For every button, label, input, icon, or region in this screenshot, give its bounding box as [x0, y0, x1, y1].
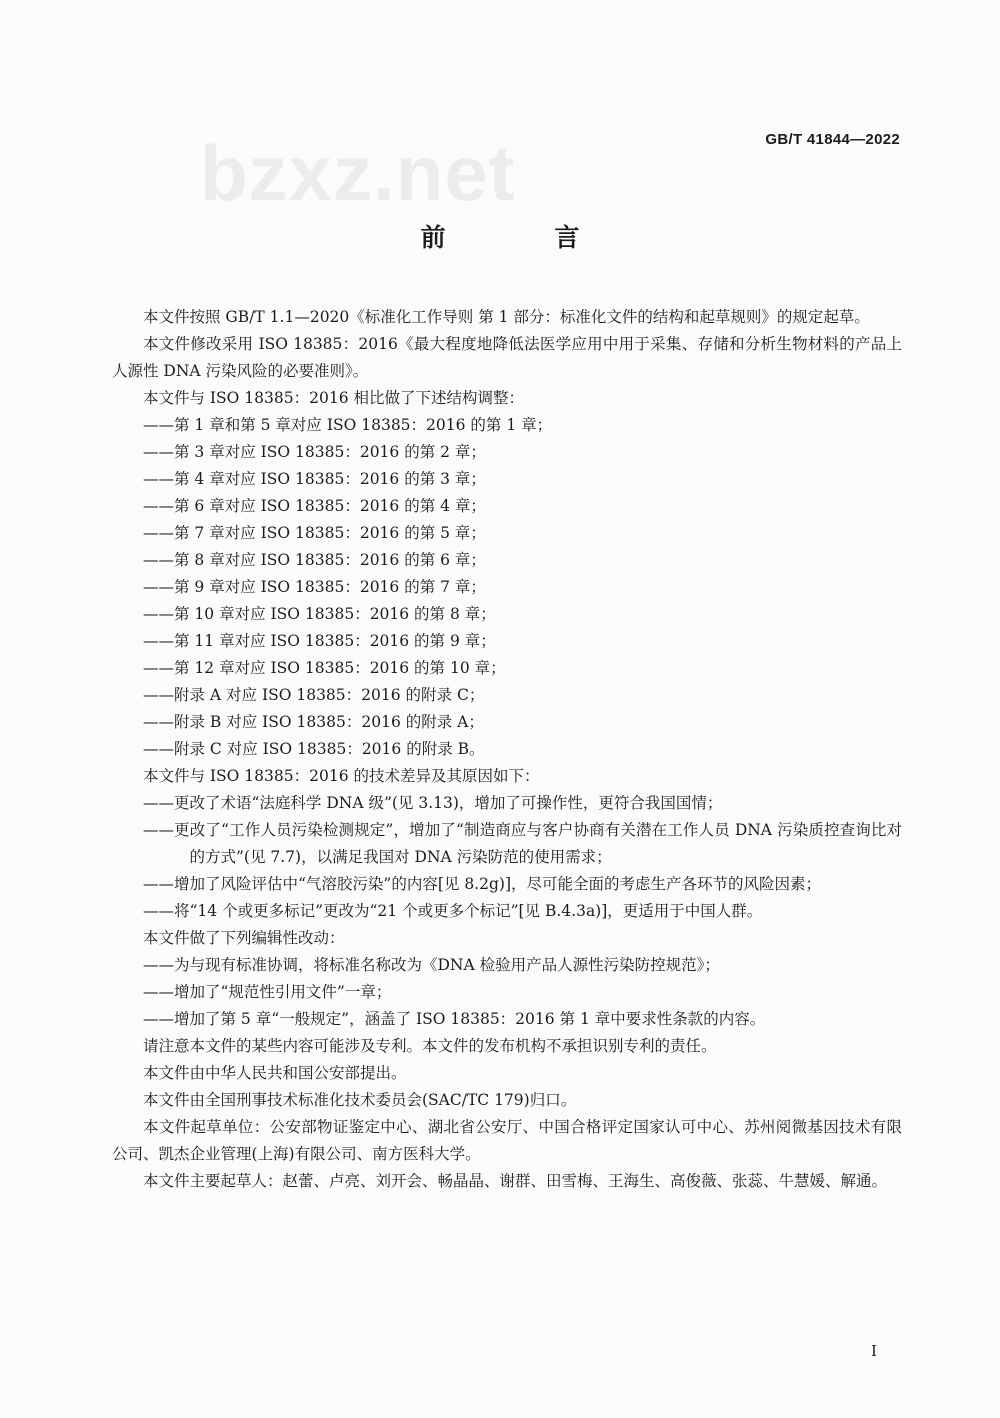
- paragraph: 本文件起草单位：公安部物证鉴定中心、湖北省公安厅、中国合格评定国家认可中心、苏州阅微基因技术有限公司、凯杰企业管理(上海)有限公司、南方医科大学。: [112, 1118, 902, 1163]
- list-item: ——附录 C 对应 ISO 18385：2016 的附录 B。: [143, 740, 485, 758]
- list-item: ——附录 A 对应 ISO 18385：2016 的附录 C；: [143, 686, 485, 704]
- list-item: ——更改了“工作人员污染检测规定”，增加了“制造商应与客户协商有关潜在工作人员 DNA 污染质控查询比对的方式”(见 7.7)，以满足我国对 DNA 污染防范的使用需求；: [143, 821, 902, 866]
- paragraph: 本文件修改采用 ISO 18385：2016《最大程度地降低法医学应用中用于采集、存储和分析生物材料的产品上人源性 DNA 污染风险的必要准则》。: [112, 335, 902, 380]
- watermark: bzxz.net: [200, 129, 516, 217]
- list-item: ——增加了第 5 章“一般规定”，涵盖了 ISO 18385：2016 第 1 章中要求性条款的内容。: [143, 1010, 766, 1028]
- list-item: ——第 7 章对应 ISO 18385：2016 的第 5 章；: [143, 524, 486, 542]
- paragraph: 本文件按照 GB/T 1.1—2020《标准化工作导则 第 1 部分：标准化文件的结构和起草规则》的规定起草。: [143, 308, 870, 326]
- paragraph: 本文件做了下列编辑性改动：: [143, 929, 345, 947]
- paragraph: 请注意本文件的某些内容可能涉及专利。本文件的发布机构不承担识别专利的责任。: [143, 1037, 717, 1055]
- list-item: ——第 12 章对应 ISO 18385：2016 的第 10 章；: [143, 659, 506, 677]
- standard-code: GB/T 41844—2022: [765, 131, 900, 148]
- list-item: ——更改了术语“法庭科学 DNA 级”(见 3.13)，增加了可操作性，更符合我国国情；: [143, 794, 723, 812]
- list-item: ——增加了风险评估中“气溶胶污染”的内容[见 8.2g)]，尽可能全面的考虑生产各环节的风险因素；: [143, 875, 821, 893]
- list-item: ——第 11 章对应 ISO 18385：2016 的第 9 章；: [143, 632, 496, 650]
- list-item: ——为与现有标准协调，将标准名称改为《DNA 检验用产品人源性污染防控规范》；: [143, 956, 720, 974]
- list-item: ——增加了“规范性引用文件”一章；: [143, 983, 392, 1001]
- list-item: ——第 8 章对应 ISO 18385：2016 的第 6 章；: [143, 551, 486, 569]
- page-title: 前 言: [420, 223, 630, 252]
- list-item: ——第 3 章对应 ISO 18385：2016 的第 2 章；: [143, 443, 486, 461]
- paragraph: 本文件主要起草人：赵蕾、卢亮、刘开会、畅晶晶、谢群、田雪梅、王海生、高俊薇、张蕊、牛慧媛、解通。: [143, 1172, 888, 1190]
- list-item: ——第 4 章对应 ISO 18385：2016 的第 3 章；: [143, 470, 486, 488]
- list-item: ——第 9 章对应 ISO 18385：2016 的第 7 章；: [143, 578, 486, 596]
- list-item: ——附录 B 对应 ISO 18385：2016 的附录 A；: [143, 713, 484, 731]
- list-item: ——将“14 个或更多标记”更改为“21 个或更多个标记”[见 B.4.3a)]，更适用于中国人群。: [143, 902, 763, 920]
- list-item: ——第 10 章对应 ISO 18385：2016 的第 8 章；: [143, 605, 496, 623]
- paragraph: 本文件由全国刑事技术标准化技术委员会(SAC/TC 179)归口。: [143, 1091, 577, 1109]
- paragraph: 本文件与 ISO 18385：2016 的技术差异及其原因如下：: [143, 767, 540, 785]
- list-item: ——第 1 章和第 5 章对应 ISO 18385：2016 的第 1 章；: [143, 416, 553, 434]
- list-item: ——第 6 章对应 ISO 18385：2016 的第 4 章；: [143, 497, 486, 515]
- paragraph: 本文件由中华人民共和国公安部提出。: [143, 1064, 407, 1082]
- page-number: I: [871, 1342, 877, 1360]
- document-body: [112, 304, 902, 1195]
- paragraph: 本文件与 ISO 18385：2016 相比做了下述结构调整：: [143, 389, 524, 407]
